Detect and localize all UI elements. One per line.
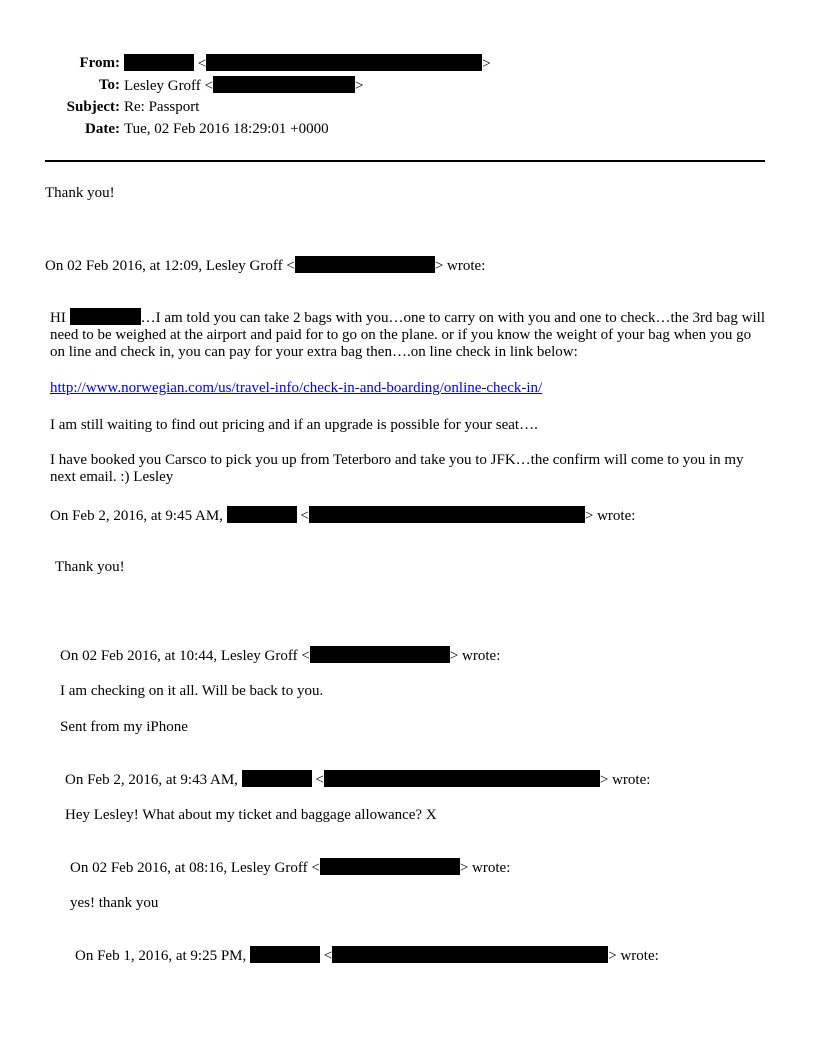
redacted-email: [295, 256, 435, 273]
redacted-email: [332, 946, 608, 963]
wrote-text: > wrote:: [434, 258, 486, 274]
quote-4-attribution: On Feb 2, 2016, at 9:43 AM, < > wrote:: [65, 772, 651, 788]
to-value: Lesley Groff < >: [124, 78, 364, 94]
quote-1-paragraph-2: I am still waiting to find out pricing and if an upgrade is possible for your seat….: [50, 417, 538, 433]
quote-3-signature: Sent from my iPhone: [60, 719, 188, 735]
redacted-name: [250, 946, 320, 963]
from-label: From:: [79, 55, 120, 71]
header-divider: [45, 160, 765, 162]
redacted-email: [324, 770, 600, 787]
redacted-name: [227, 506, 297, 523]
to-label: To:: [98, 77, 120, 93]
quote-3-attribution-text: On 02 Feb 2016, at 10:44, Lesley Groff <: [60, 648, 310, 664]
redacted-sender-email: [206, 54, 482, 71]
subject-value: Re: Passport: [124, 99, 200, 115]
to-name: Lesley Groff: [124, 78, 201, 94]
baggage-info-text: …I am told you can take 2 bags with you…one to carry on with you and one to check…the 3rd bag will need to be weighed at the airport and paid for to go on the plane. or if you know the weight of your bag when you go on line and check in, you can pay for your extra bag then….on line check in link below:: [50, 310, 766, 360]
quote-3-attribution: [60, 646, 500, 665]
quote-1-paragraph-3: I have booked you Carsco to pick you up from Teterboro and take you to JFK…the confirm will come to you in my next email. :) Lesley: [50, 452, 744, 485]
date-label: Date:: [85, 121, 120, 137]
redacted-name: [70, 308, 141, 325]
redacted-email: [310, 646, 450, 663]
quote-2-attribution-text: On Feb 2, 2016, at 9:45 AM,: [50, 508, 223, 524]
wrote-text: > wrote:: [599, 772, 651, 788]
redacted-email: [320, 858, 460, 875]
wrote-text: > wrote:: [459, 860, 511, 876]
reply-text: Thank you!: [45, 185, 115, 201]
quote-5-attribution: [70, 858, 510, 877]
quote-3-text: I am checking on it all. Will be back to you.: [60, 683, 324, 699]
greeting-text: HI: [50, 310, 70, 326]
online-check-in-link[interactable]: http://www.norwegian.com/us/travel-info/check-in-and-boarding/online-check-in/: [50, 380, 543, 396]
wrote-text: > wrote:: [449, 648, 501, 664]
quote-2-text: Thank you!: [55, 559, 125, 575]
date-value: Tue, 02 Feb 2016 18:29:01 +0000: [124, 121, 329, 137]
quote-5-text: yes! thank you: [70, 895, 159, 911]
redacted-name: [242, 770, 312, 787]
quote-1-attribution: [45, 256, 485, 275]
redacted-sender-name: [124, 54, 194, 71]
quote-2-attribution: On Feb 2, 2016, at 9:45 AM, < > wrote:: [50, 508, 636, 524]
quote-5-attribution-text: On 02 Feb 2016, at 08:16, Lesley Groff <: [70, 860, 320, 876]
quote-6-attribution-text: On Feb 1, 2016, at 9:25 PM,: [75, 948, 247, 964]
quote-1-attribution-text: On 02 Feb 2016, at 12:09, Lesley Groff <: [45, 258, 295, 274]
subject-label: Subject:: [66, 99, 120, 115]
quote-1-paragraph-1: [50, 308, 768, 361]
wrote-text: > wrote:: [584, 508, 636, 524]
from-value: < >: [124, 54, 491, 73]
redacted-email: [309, 506, 585, 523]
wrote-text: > wrote:: [608, 948, 659, 964]
redacted-recipient-email: [213, 76, 355, 93]
quote-6-attribution: On Feb 1, 2016, at 9:25 PM, < > wrote:: [75, 948, 659, 964]
quote-4-text: Hey Lesley! What about my ticket and baggage allowance? X: [65, 807, 437, 823]
quote-4-attribution-text: On Feb 2, 2016, at 9:43 AM,: [65, 772, 238, 788]
